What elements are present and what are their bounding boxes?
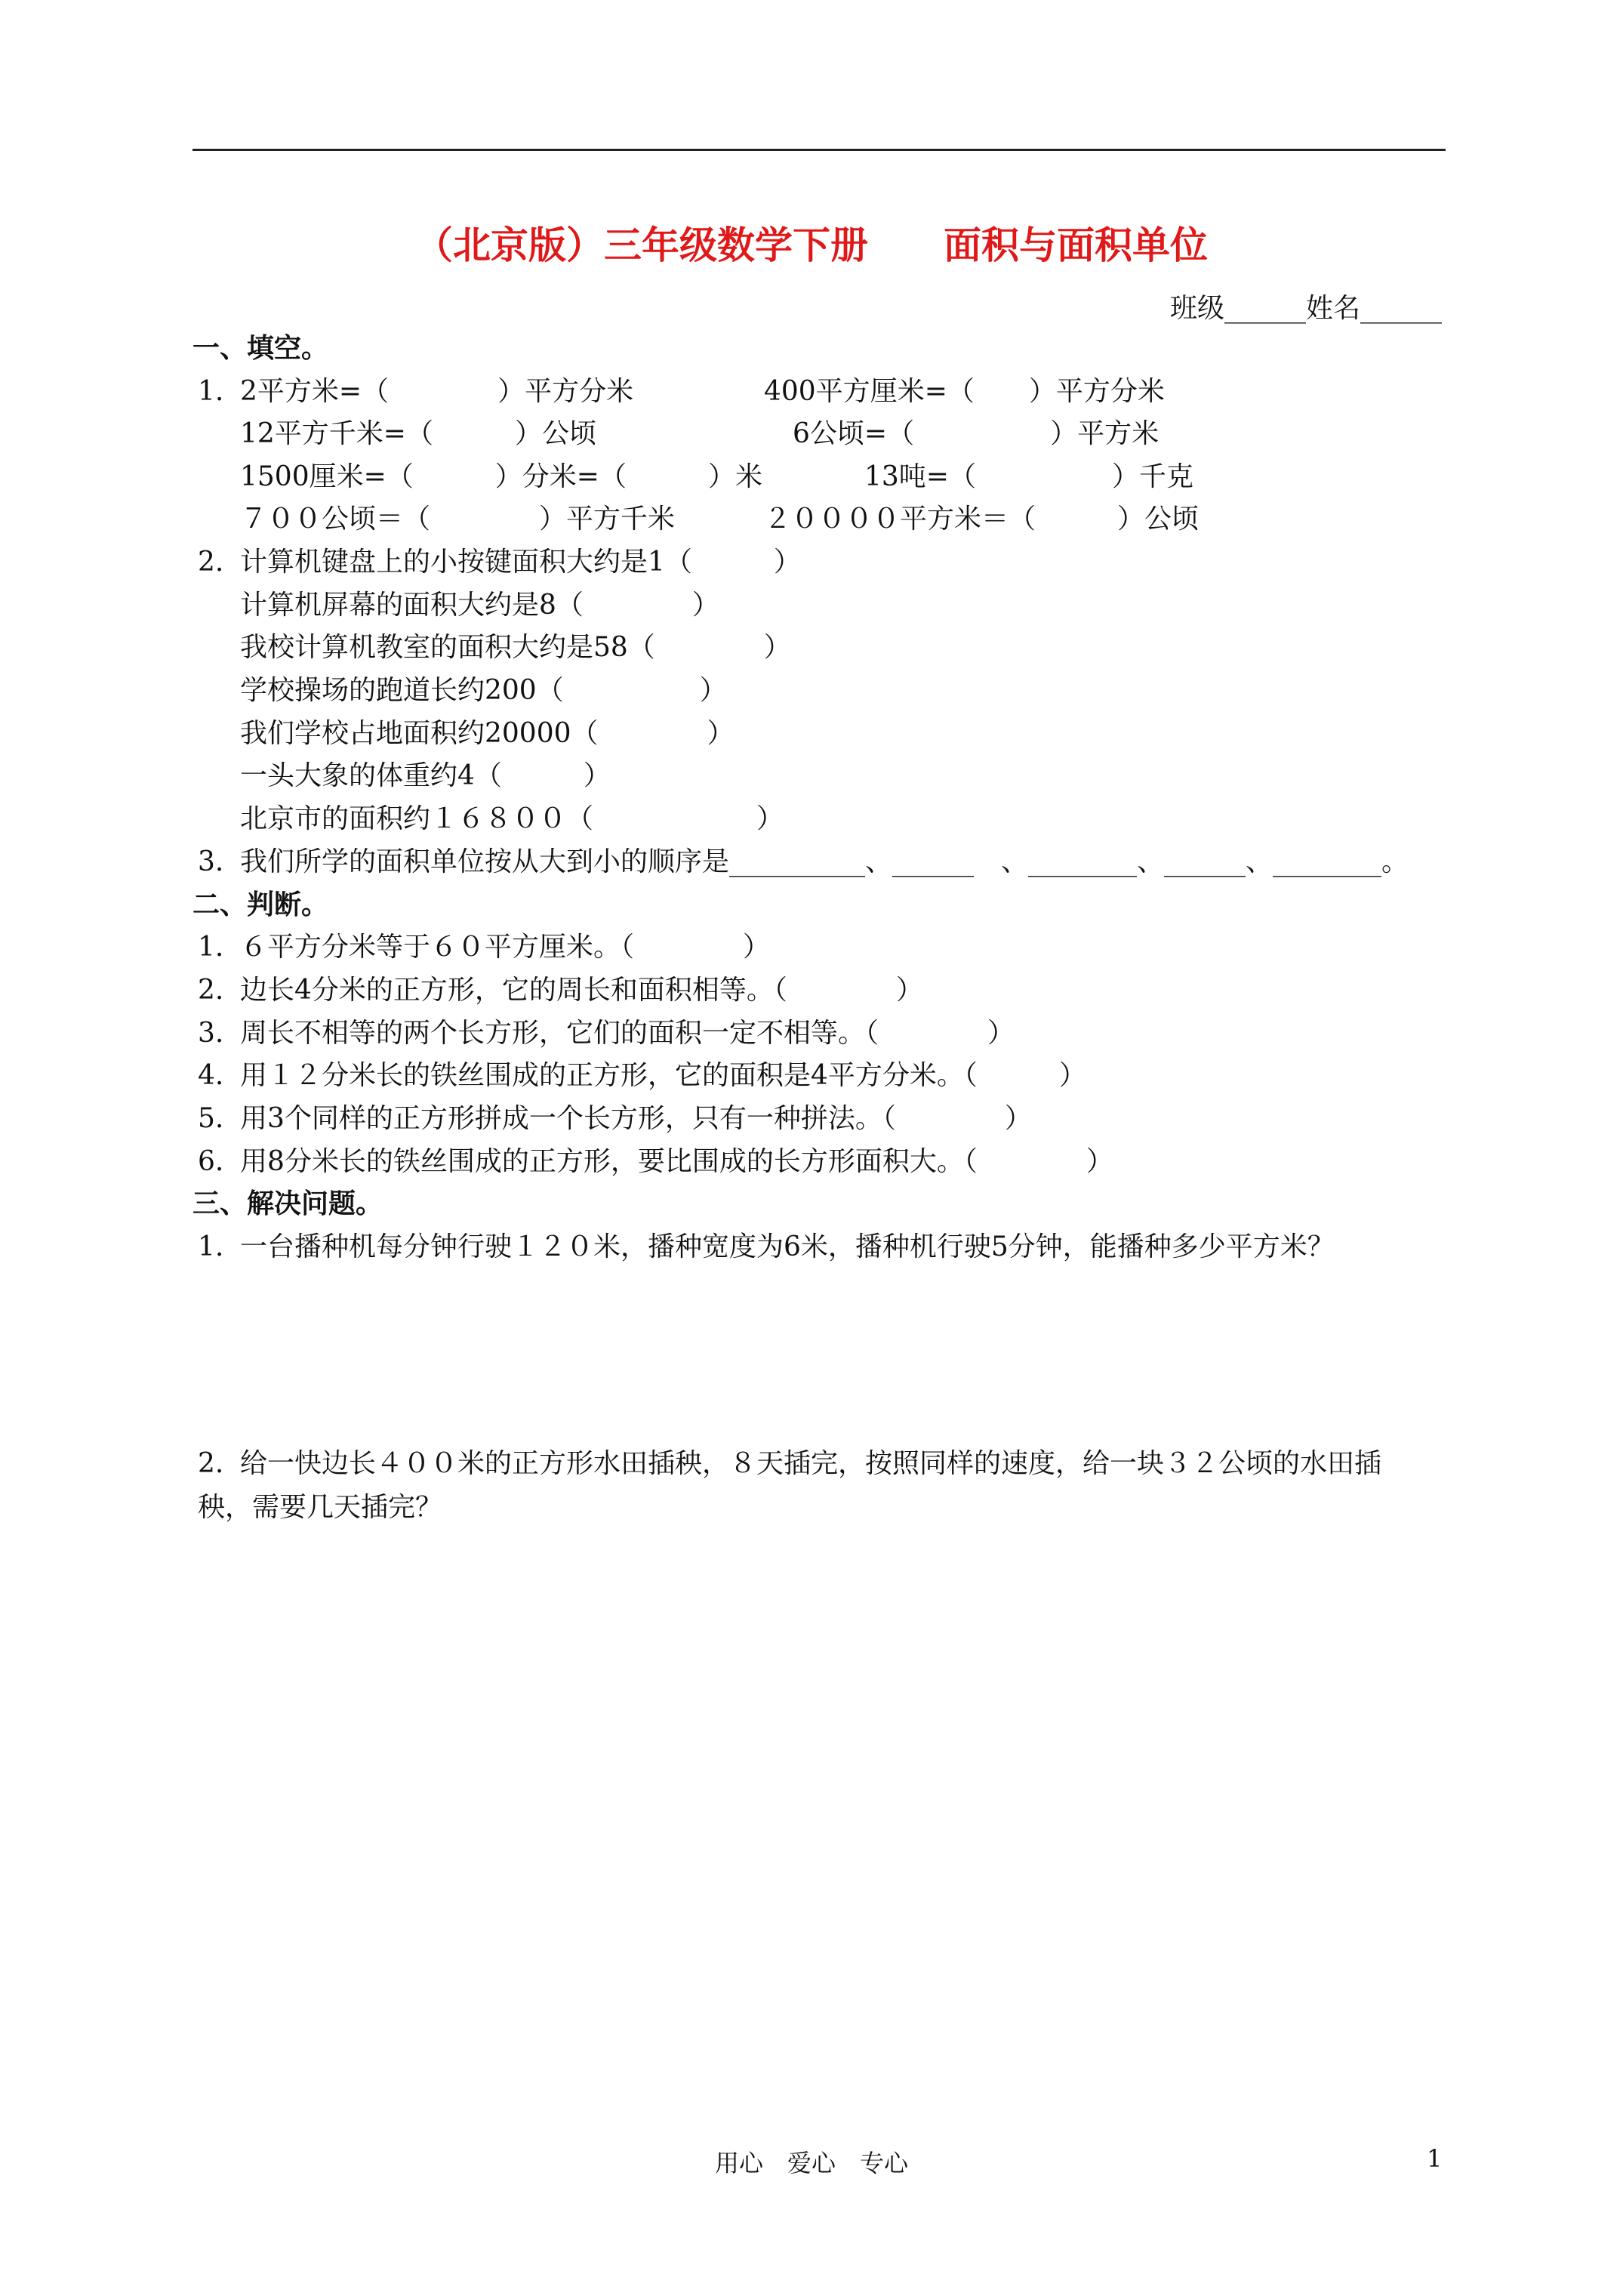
fill-q2-line: 学校操场的跑道长约200（ ）	[240, 675, 727, 706]
fill-q2-line: 计算机屏幕的面积大约是8（ ）	[240, 590, 719, 621]
q3-number: 3.	[198, 846, 224, 877]
q1-number: 1.	[198, 376, 224, 407]
fill-q2-line: 一头大象的体重约4（ ）	[240, 760, 611, 791]
page-title: （北京版）三年级数学下册 面积与面积单位	[415, 223, 1208, 267]
section-fill-heading: 一、填空。	[192, 332, 329, 364]
judge-item: 用8分米长的铁丝围成的正方形，要比围成的长方形面积大。（ ）	[240, 1146, 1113, 1177]
judge-item: 用3个同样的正方形拼成一个长方形，只有一种拼法。（ ）	[240, 1103, 1032, 1134]
fill-row2-b: 6公顷=（ ）平方米	[793, 418, 1160, 449]
judge-item: 边长4分米的正方形，它的周长和面积相等。（ ）	[240, 975, 923, 1006]
judge-item: 用１２分米长的铁丝围成的正方形，它的面积是4平方分米。（ ）	[240, 1060, 1086, 1091]
judge-item: ６平方分米等于６０平方厘米。（ ）	[240, 932, 771, 963]
fill-row1-a: 2平方米=（ ）平方分米	[240, 376, 634, 407]
solve-number: 2.	[198, 1448, 224, 1479]
judge-number: 3.	[198, 1018, 224, 1049]
section-judge-heading: 二、判断。	[192, 889, 329, 920]
judge-number: 5.	[198, 1103, 224, 1134]
fill-row1-b: 400平方厘米=（ ）平方分米	[764, 376, 1165, 407]
fill-q2-line: 北京市的面积约１６８００（ ）	[240, 803, 784, 834]
solve-question-2-cont: 秧，需要几天插完？	[198, 1492, 443, 1523]
judge-number: 1.	[198, 932, 224, 963]
header-rule	[192, 149, 1446, 151]
judge-number: 4.	[198, 1060, 224, 1091]
fill-row3-b: 13吨=（ ）千克	[864, 461, 1193, 492]
page-footer: 用心 爱心 专心	[714, 2149, 908, 2177]
judge-item: 周长不相等的两个长方形，它们的面积一定不相等。（ ）	[240, 1018, 1015, 1049]
q2-number: 2.	[198, 547, 224, 578]
section-solve-heading: 三、解决问题。	[192, 1188, 383, 1219]
fill-row4-b: ２００００平方米＝（ ）公顷	[764, 504, 1200, 535]
fill-q2-line: 我们学校占地面积约20000（ ）	[240, 718, 735, 749]
fill-q3-order: 我们所学的面积单位按从大到小的顺序是__________、______ 、________、______、________。	[240, 846, 1409, 877]
solve-question-1: 一台播种机每分钟行驶１２０米，播种宽度为6米，播种机行驶5分钟，能播种多少平方米？	[240, 1231, 1335, 1262]
fill-q2-line: 计算机键盘上的小按键面积大约是1（ ）	[240, 547, 801, 578]
solve-question-2: 给一快边长４００米的正方形水田插秧，８天插完，按照同样的速度，给一块３２公顷的水田插	[240, 1448, 1382, 1479]
class-name-line: 班级______姓名______	[1169, 293, 1442, 324]
solve-number: 1.	[198, 1231, 224, 1262]
fill-row4-a: ７００公顷＝（ ）平方千米	[240, 504, 676, 535]
fill-q2-line: 我校计算机教室的面积大约是58（ ）	[240, 632, 791, 663]
judge-number: 2.	[198, 975, 224, 1006]
page-number: 1	[1427, 2144, 1443, 2173]
fill-row3-a: 1500厘米=（ ）分米=（ ）米	[240, 461, 762, 492]
fill-row2-a: 12平方千米=（ ）公顷	[240, 418, 596, 449]
judge-number: 6.	[198, 1146, 224, 1177]
